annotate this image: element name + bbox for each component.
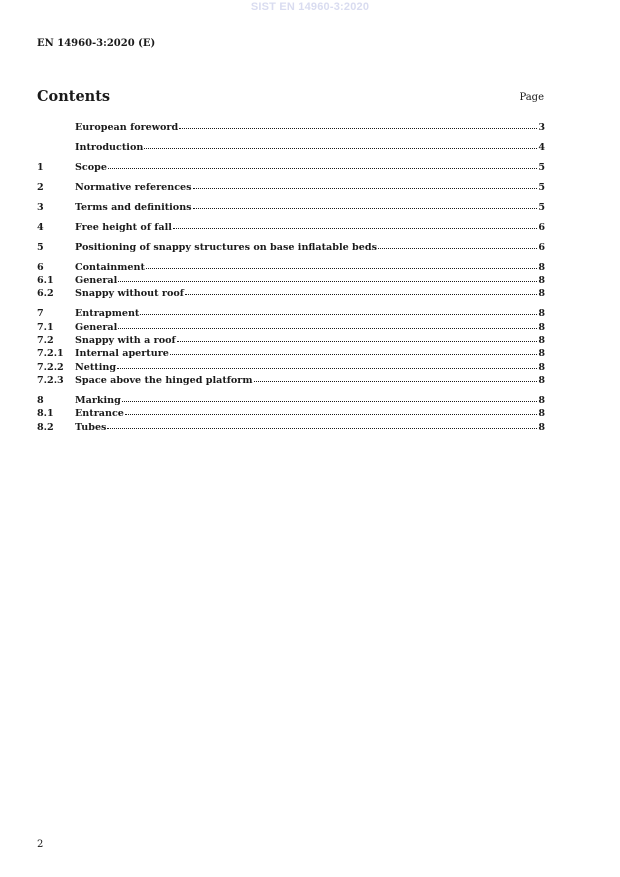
- toc-page: 8: [538, 321, 545, 333]
- toc-number: 6: [37, 261, 44, 273]
- toc-entry-2[interactable]: [37, 181, 545, 194]
- toc-page: 6: [538, 241, 545, 253]
- toc-leader: [378, 240, 537, 249]
- toc-leader: [117, 360, 537, 369]
- toc-leader: [170, 346, 537, 355]
- toc-page: 8: [538, 374, 545, 386]
- toc-number: 5: [37, 241, 44, 253]
- toc-title: Snappy without roof: [75, 288, 184, 300]
- toc-entry-8-1[interactable]: [37, 407, 545, 420]
- toc-number: 7: [37, 308, 44, 320]
- toc-title: Introduction: [75, 141, 144, 153]
- toc-number: 6.1: [37, 275, 54, 287]
- toc-title: Internal aperture: [75, 348, 169, 360]
- toc-title: Terms and definitions: [75, 201, 192, 213]
- toc-entry-8-2[interactable]: [37, 421, 545, 434]
- toc-page: 8: [538, 348, 545, 360]
- page-number: 2: [37, 839, 44, 850]
- toc-title: Positioning of snappy structures on base inflatable beds: [75, 241, 377, 253]
- toc-entry-8[interactable]: [37, 394, 545, 407]
- page-column-label: Page: [519, 92, 544, 103]
- watermark: SIST EN 14960-3:2020: [250, 1, 370, 13]
- toc-page: 8: [538, 335, 545, 347]
- toc-page: 8: [538, 261, 545, 273]
- toc-title: Marking: [75, 394, 121, 406]
- toc-entry-7-2[interactable]: [37, 334, 545, 347]
- toc-entry-6-1[interactable]: [37, 274, 545, 287]
- toc-entry-6[interactable]: [37, 261, 545, 274]
- toc-number: 7.2.2: [37, 361, 64, 373]
- toc-leader: [173, 220, 537, 229]
- toc-title: Entrapment: [75, 308, 140, 320]
- toc-title: Tubes: [75, 421, 107, 433]
- toc-title: Containment: [75, 261, 145, 273]
- toc-leader: [122, 393, 537, 402]
- toc-leader: [177, 333, 538, 342]
- toc-page: 8: [538, 275, 545, 287]
- toc-page: 3: [538, 122, 545, 133]
- table-of-contents: [37, 121, 545, 434]
- toc-leader: [193, 200, 538, 209]
- toc-number: 7.2: [37, 335, 54, 347]
- toc-title: General: [75, 275, 118, 287]
- toc-page: 8: [538, 308, 545, 320]
- toc-entry-3[interactable]: [37, 201, 545, 214]
- toc-page: 5: [538, 181, 545, 193]
- toc-number: 2: [37, 181, 44, 193]
- toc-leader: [140, 306, 537, 315]
- toc-number: 8: [37, 394, 44, 406]
- toc-title: European foreword: [75, 122, 179, 133]
- toc-number: 4: [37, 221, 44, 233]
- toc-page: 8: [538, 408, 545, 420]
- toc-page: 5: [538, 201, 545, 213]
- toc-leader: [193, 180, 538, 189]
- toc-number: 6.2: [37, 288, 54, 300]
- toc-entry-7-2-2[interactable]: [37, 361, 545, 374]
- toc-leader: [118, 273, 537, 282]
- toc-page: 8: [538, 394, 545, 406]
- toc-entry-5[interactable]: [37, 241, 545, 254]
- toc-leader: [185, 286, 537, 295]
- toc-leader: [144, 140, 537, 149]
- toc-title: Free height of fall: [75, 221, 172, 233]
- toc-page: 8: [538, 361, 545, 373]
- toc-number: 3: [37, 201, 44, 213]
- toc-number: 8.1: [37, 408, 54, 420]
- toc-number: 7.2.1: [37, 348, 64, 360]
- toc-title: Entrance: [75, 408, 124, 420]
- toc-entry-6-2[interactable]: [37, 287, 545, 300]
- toc-title: Scope: [75, 161, 107, 173]
- toc-leader: [254, 373, 538, 382]
- toc-number: 7.2.3: [37, 374, 64, 386]
- toc-page: 6: [538, 221, 545, 233]
- toc-number: 1: [37, 161, 44, 173]
- toc-title: Netting: [75, 361, 117, 373]
- toc-leader: [146, 260, 537, 269]
- contents-heading: Contents: [37, 88, 111, 105]
- toc-entry-7-2-1[interactable]: [37, 347, 545, 360]
- toc-page: 8: [538, 421, 545, 433]
- toc-leader: [125, 406, 537, 415]
- toc-leader: [118, 320, 537, 329]
- toc-entry-european-foreword[interactable]: [37, 121, 545, 134]
- toc-entry-1[interactable]: [37, 161, 545, 174]
- toc-page: 4: [538, 141, 545, 153]
- document-id: EN 14960-3:2020 (E): [37, 38, 156, 49]
- toc-leader: [107, 420, 537, 429]
- toc-title: Space above the hinged platform: [75, 374, 253, 386]
- toc-entry-7-1[interactable]: [37, 321, 545, 334]
- toc-entry-7-2-3[interactable]: [37, 374, 545, 387]
- toc-entry-introduction[interactable]: [37, 141, 545, 154]
- toc-page: 8: [538, 288, 545, 300]
- toc-title: Normative references: [75, 181, 192, 193]
- toc-leader: [108, 160, 537, 169]
- toc-title: Snappy with a roof: [75, 335, 176, 347]
- toc-entry-7[interactable]: [37, 307, 545, 320]
- toc-page: 5: [538, 161, 545, 173]
- toc-number: 7.1: [37, 321, 54, 333]
- toc-entry-4[interactable]: [37, 221, 545, 234]
- toc-title: General: [75, 321, 118, 333]
- toc-number: 8.2: [37, 421, 54, 433]
- toc-leader: [179, 120, 537, 129]
